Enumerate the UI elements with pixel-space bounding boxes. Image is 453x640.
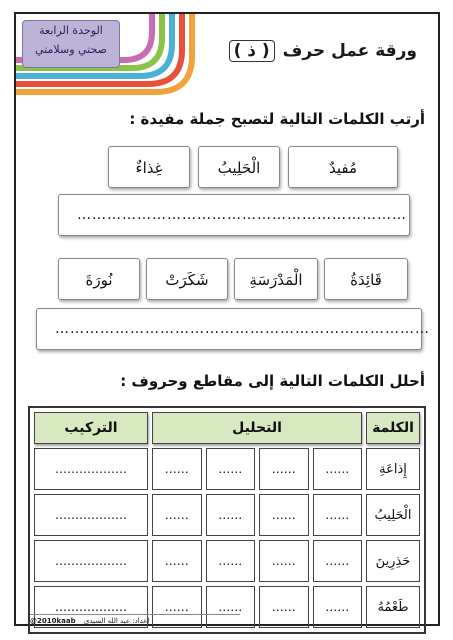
instruction-reorder: أرتب الكلمات التالية لتصبح جملة مفيدة : [129,110,425,128]
answer-line-1[interactable]: ………………………………………………………… [58,194,410,236]
word-card-2: الْحَلِيبُ [198,146,280,188]
header-word: الكلمة [366,412,420,444]
analysis-table [28,406,426,634]
row-word: طَعْمُهُ [366,586,420,628]
syllable-cell[interactable]: …… [152,448,202,490]
title-letter: ( ذ ) [229,40,275,62]
footer-author: إعداد: عبد الله السيدي [83,617,150,625]
syllable-cell[interactable]: …… [152,540,202,582]
table-row [34,540,420,582]
instruction-analyze: أحلل الكلمات التالية إلى مقاطع وحروف : [120,372,425,390]
title-text: ورقة عمل حرف [282,41,417,61]
syllable-cell[interactable]: …… [206,494,256,536]
synthesis-cell[interactable]: ……………… [34,540,148,582]
synthesis-cell[interactable]: ……………… [34,448,148,490]
synthesis-cell[interactable]: ……………… [34,494,148,536]
syllable-cell[interactable]: …… [259,494,309,536]
word-card-6: شَكَرَتْ [146,258,228,300]
table-row [34,448,420,490]
syllable-cell[interactable]: …… [206,448,256,490]
header-analysis: التحليل [152,412,362,444]
word-card-1: مُفيدٌ [288,146,398,188]
syllable-cell[interactable]: …… [206,540,256,582]
syllable-cell[interactable]: …… [259,586,309,628]
word-card-4: قَائِدَةُ [324,258,408,300]
syllable-cell[interactable]: …… [152,586,202,628]
synthesis-cell[interactable]: ……………… [34,586,148,628]
header-synthesis: التركيب [34,412,148,444]
syllable-cell[interactable]: …… [313,540,363,582]
row-word: إِذاعَةِ [366,448,420,490]
table-header-row [34,412,420,444]
syllable-cell[interactable]: …… [206,586,256,628]
unit-subtitle: صحتي وسلامتي [35,43,107,56]
footer-handle: @2010kaab [30,617,76,625]
syllable-cell[interactable]: …… [313,586,363,628]
unit-title: الوحدة الرابعة [39,24,103,37]
word-card-7: نُورَةَ [58,258,140,300]
answer-line-2[interactable]: ………………………………………………………………… [36,308,422,350]
footer-credit [30,614,240,629]
row-word: الْحَلِيبُ [366,494,420,536]
row-word: حَذِرِينَ [366,540,420,582]
syllable-cell[interactable]: …… [152,494,202,536]
worksheet-title [227,40,417,62]
syllable-cell[interactable]: …… [259,540,309,582]
table-row [34,494,420,536]
syllable-cell[interactable]: …… [259,448,309,490]
unit-label [22,20,120,68]
syllable-cell[interactable]: …… [313,494,363,536]
syllable-cell[interactable]: …… [313,448,363,490]
word-card-3: غِذاءٌ [108,146,190,188]
word-card-5: الْمَدْرَسَةِ [234,258,318,300]
